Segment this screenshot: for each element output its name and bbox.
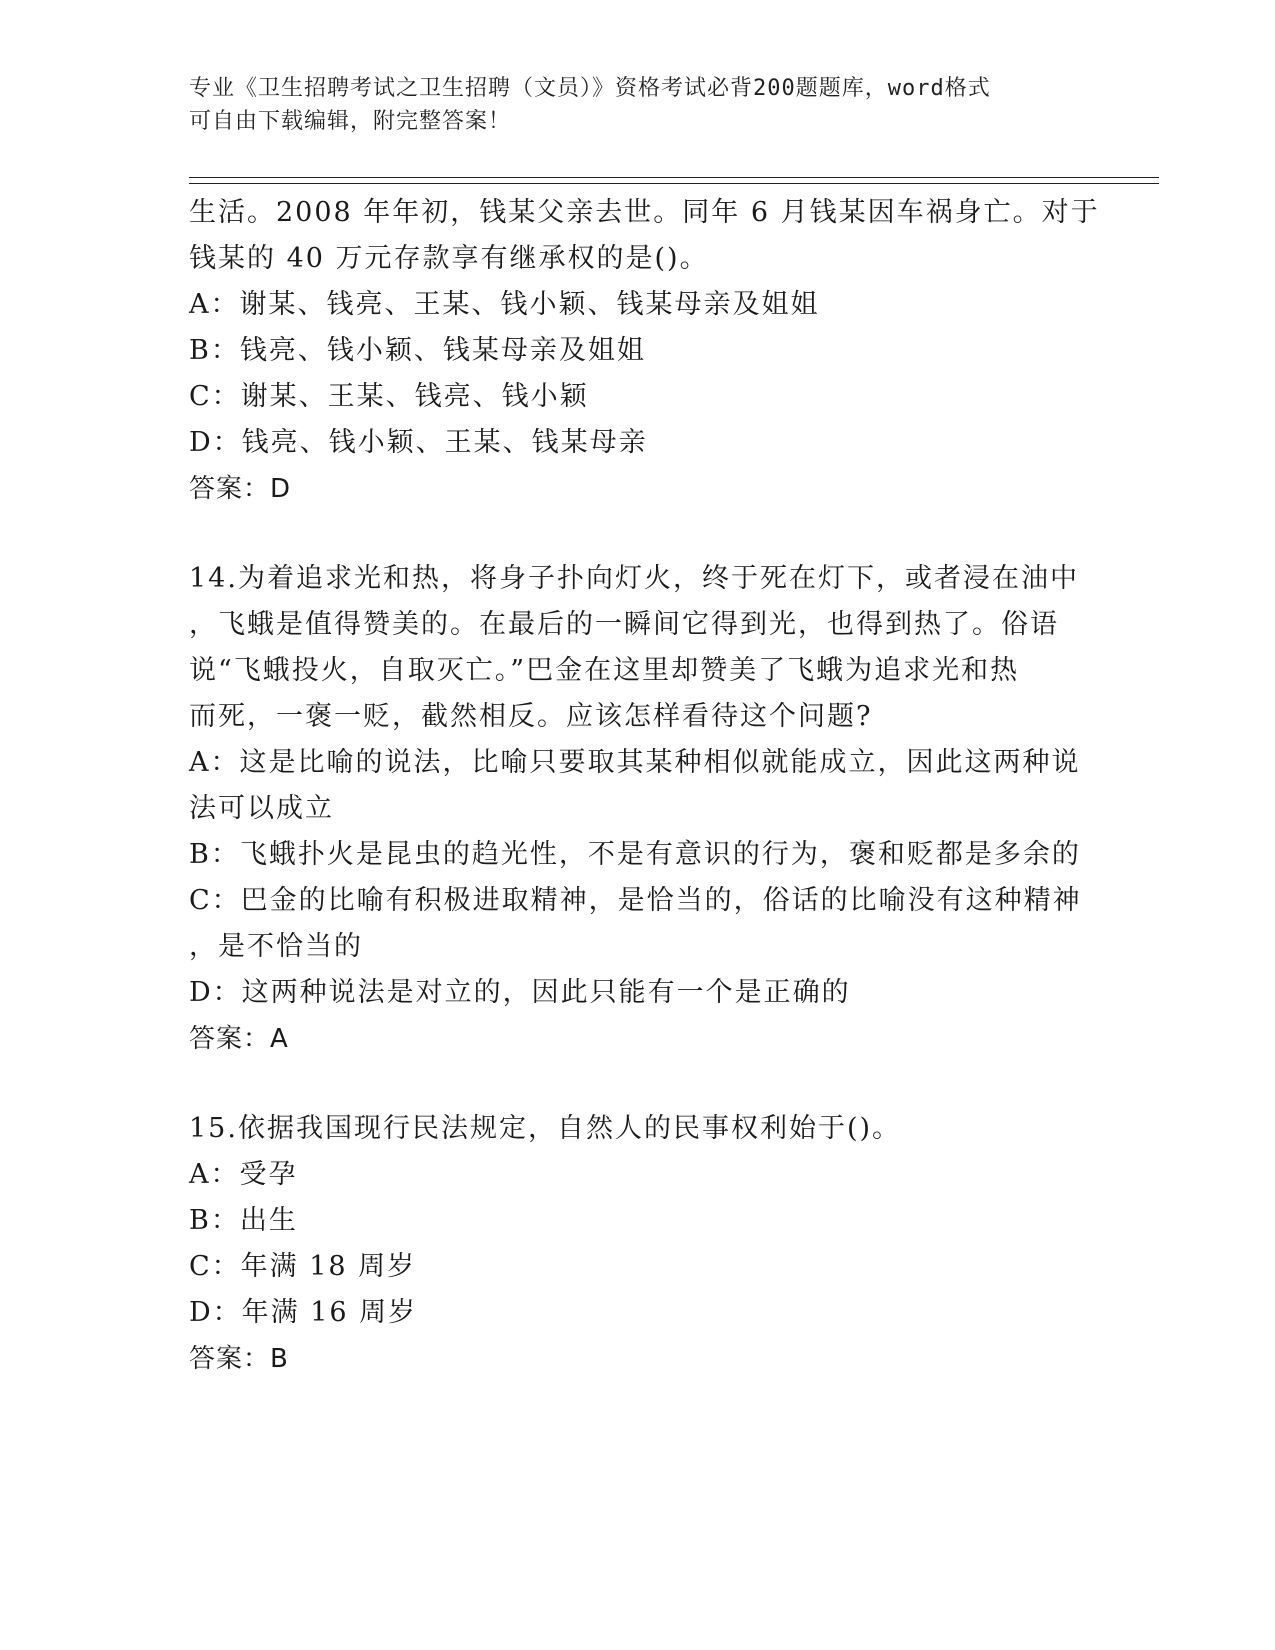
answer-line: 答案：D <box>189 474 292 504</box>
header-divider <box>189 177 1159 178</box>
question-block <box>189 190 1100 512</box>
header-line: 专业《卫生招聘考试之卫生招聘（文员）》资格考试必背200题题库，word格式 <box>189 76 991 101</box>
document-header <box>189 72 1069 138</box>
question-block <box>189 1106 1089 1382</box>
option-d: D：钱亮、钱小颖、王某、钱某母亲 <box>189 427 648 458</box>
option-c-continued: ，是不恰当的 <box>189 931 363 962</box>
option-b: B：出生 <box>189 1205 298 1236</box>
option-a: A：受孕 <box>189 1159 298 1190</box>
question-stem-line: ，飞蛾是值得赞美的。在最后的一瞬间它得到光，也得到热了。俗语 <box>189 609 1059 640</box>
option-b: B：飞蛾扑火是昆虫的趋光性，不是有意识的行为，褒和贬都是多余的 <box>189 839 1081 870</box>
question-stem-line: 说“飞蛾投火，自取灭亡。”巴金在这里却赞美了飞蛾为追求光和热 <box>189 655 1020 686</box>
option-c: C：谢某、王某、钱亮、钱小颖 <box>189 381 589 412</box>
option-a-continued: 法可以成立 <box>189 793 334 824</box>
option-b: B：钱亮、钱小颖、钱某母亲及姐姐 <box>189 335 646 366</box>
header-line: 可自由下载编辑，附完整答案！ <box>189 109 512 134</box>
question-stem-line: 而死，一褒一贬，截然相反。应该怎样看待这个问题? <box>189 701 873 732</box>
option-a: A：这是比喻的说法，比喻只要取其某种相似就能成立，因此这两种说 <box>189 747 1081 778</box>
option-d: D：年满 16 周岁 <box>189 1297 418 1328</box>
question-stem-line: 15.依据我国现行民法规定，自然人的民事权利始于()。 <box>189 1113 902 1144</box>
option-d: D：这两种说法是对立的，因此只能有一个是正确的 <box>189 977 851 1008</box>
answer-line: 答案：A <box>189 1024 289 1054</box>
option-c: C：巴金的比喻有积极进取精神，是恰当的，俗话的比喻没有这种精神 <box>189 885 1082 916</box>
option-a: A：谢某、钱亮、王某、钱小颖、钱某母亲及姐姐 <box>189 289 820 320</box>
option-c: C：年满 18 周岁 <box>189 1251 417 1282</box>
question-list <box>189 190 1100 1382</box>
header-divider <box>189 183 1159 184</box>
question-stem-line: 14.为着追求光和热，将身子扑向灯火，终于死在灯下，或者浸在油中 <box>189 563 1079 594</box>
question-stem-line: 钱某的 40 万元存款享有继承权的是()。 <box>189 243 709 274</box>
answer-line: 答案：B <box>189 1344 289 1374</box>
question-block <box>189 556 1089 1062</box>
question-stem-line: 生活。2008 年年初，钱某父亲去世。同年 6 月钱某因车祸身亡。对于 <box>189 197 1100 228</box>
